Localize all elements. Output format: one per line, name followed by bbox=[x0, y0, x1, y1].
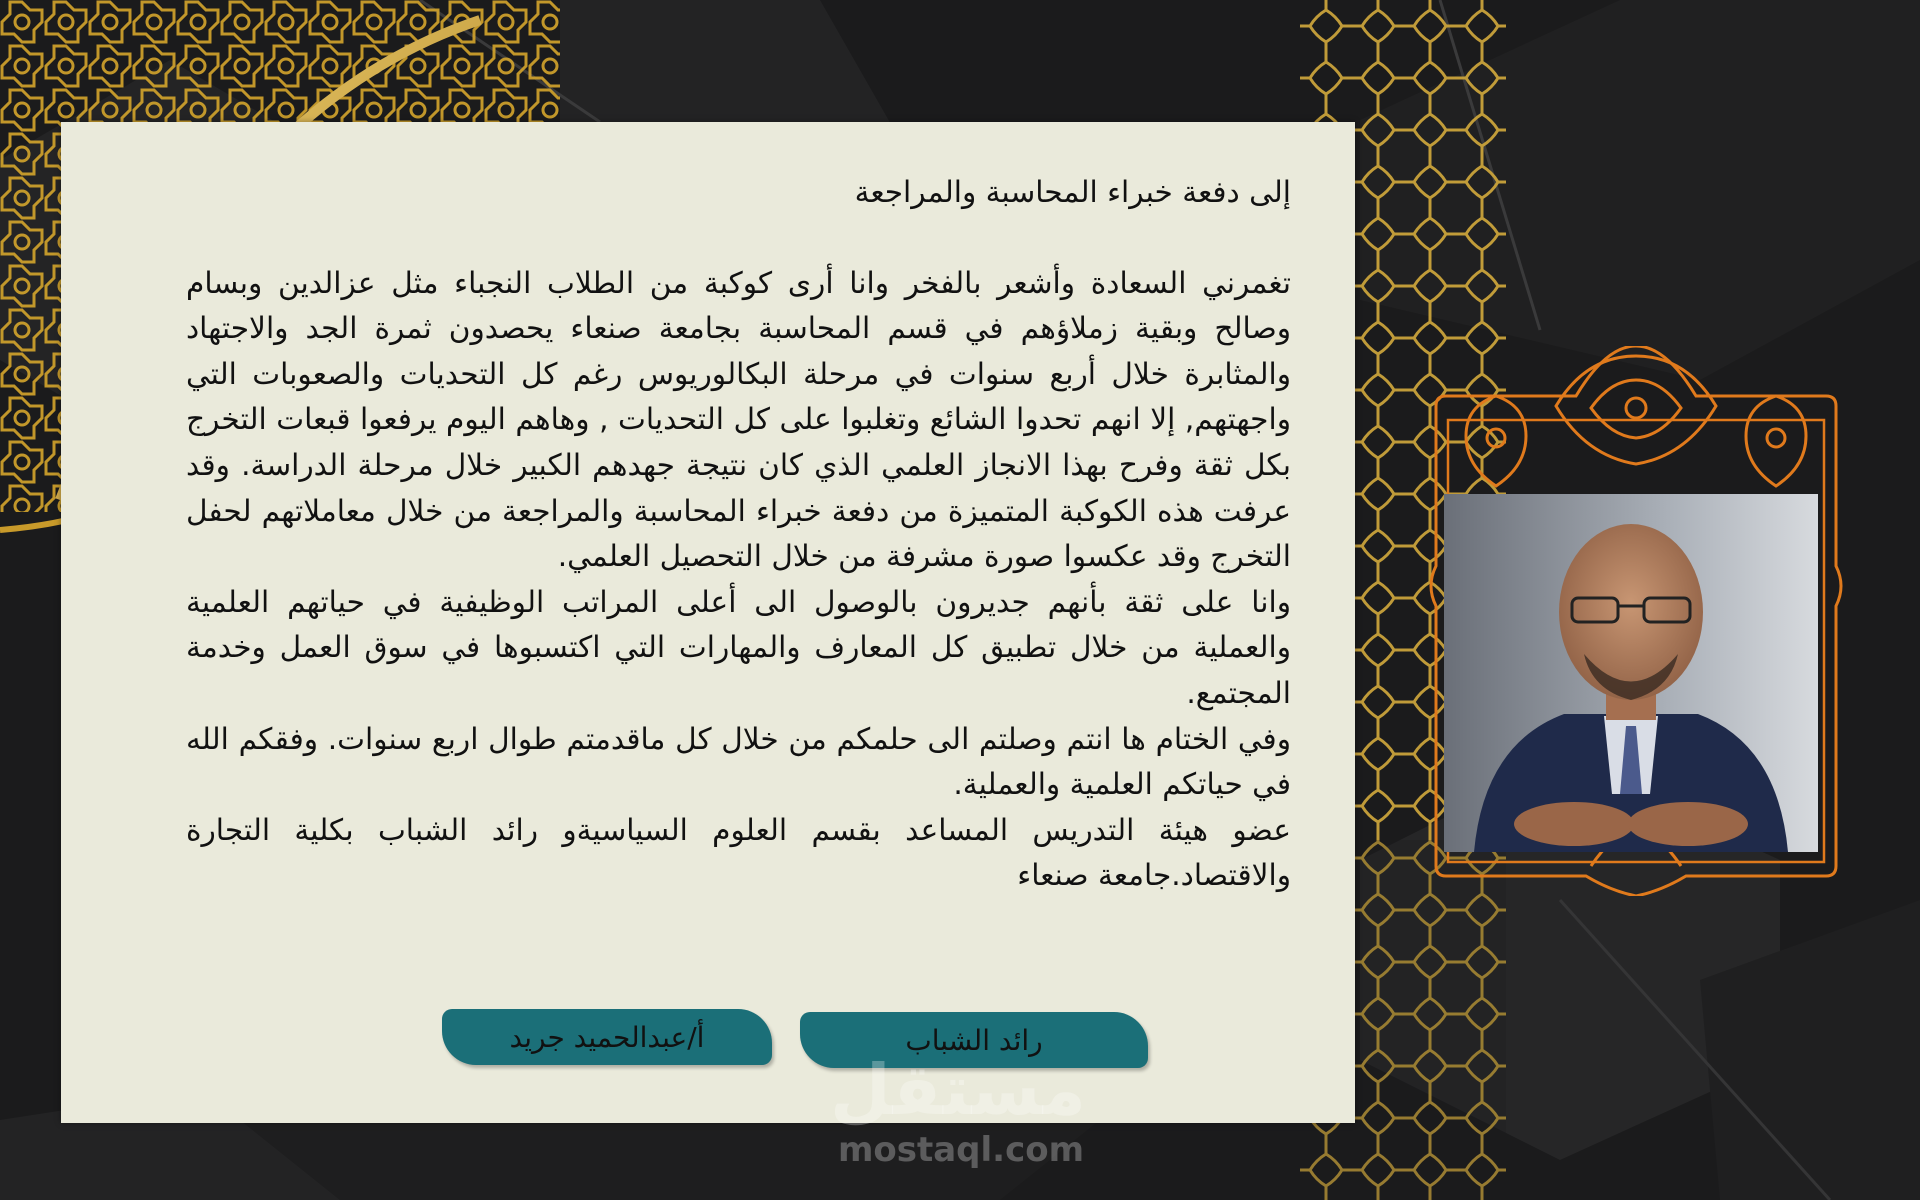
watermark-url: mostaql.com bbox=[837, 1130, 1085, 1170]
letter-paragraph-4: عضو هيئة التدريس المساعد بقسم العلوم السياسيةو رائد الشباب بكلية التجارة والاقتصاد.جامعة صنعاء bbox=[186, 812, 1291, 893]
letter-paragraph-2: وانا على ثقة بأنهم جديرون بالوصول الى أعلى المراتب الوظيفية في حياتهم العلمية والعملية من خلال تطبيق كل المعارف والمهارات التي اكتسبوها في سوق العمل وخدمة المجتمع. bbox=[186, 584, 1291, 710]
signature-name-badge bbox=[442, 1009, 772, 1065]
letter-paragraph-1: تغمرني السعادة وأشعر بالفخر وانا أرى كوكبة من الطلاب النجباء مثل عزالدين وبسام وصالح وبقية زملاؤهم في قسم المحاسبة بجامعة صنعاء يحصدون ثمرة الجد والاجتهاد والمثابرة خلال أربع سنوات في مرحلة البكالوريوس رغم كل التحديات والصعوبات التي واجهتهم, إلا انهم تحدوا الشائع وتغلبوا على كل التحديات , وهاهم اليوم يرفعوا قبعات التخرج بكل ثقة وفرح بهذا الانجاز العلمي الذي كان نتيجة جهدهم الكبير خلال مرحلة الدراسة. وقد عرفت هذه الكوكبة المتميزة من دفعة خبراء المحاسبة والمراجعة من خلال معاملاتهم لحفل التخرج وقد عكسوا صورة مشرفة من خلال التحصيل العلمي. bbox=[186, 265, 1291, 574]
signature-title: رائد الشباب bbox=[905, 1023, 1043, 1057]
letter-body bbox=[186, 170, 1291, 899]
letter-paragraph-3: وفي الختام ها انتم وصلتم الى حلمكم من خلال كل ماقدمتم طوال اربع سنوات. وفقكم الله في حياتكم العلمية والعملية. bbox=[186, 721, 1291, 802]
letter-recipient: إلى دفعة خبراء المحاسبة والمراجعة bbox=[854, 175, 1291, 209]
portrait-photo bbox=[1444, 494, 1818, 852]
signature-name: أ/عبدالحميد جريد bbox=[509, 1020, 705, 1054]
watermark bbox=[829, 1049, 1086, 1170]
watermark-logo: مستقل bbox=[829, 1049, 1086, 1131]
